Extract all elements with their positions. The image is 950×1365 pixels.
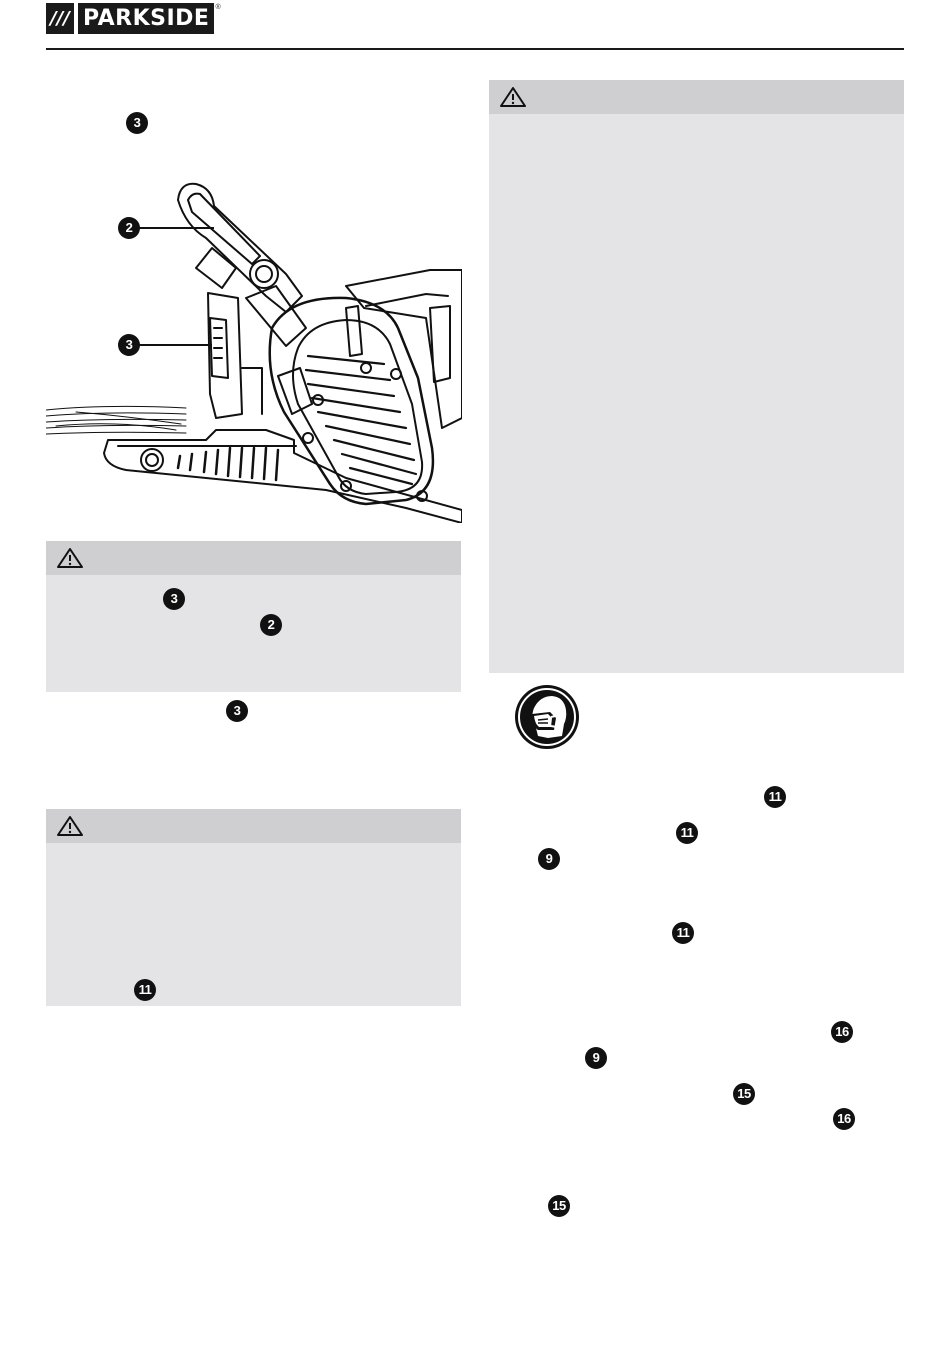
dust-mask-icon (514, 684, 580, 750)
ref-badge: 11 (676, 822, 698, 844)
callout-badge-top: 2 (118, 217, 140, 239)
chainsaw-illustration (46, 178, 462, 523)
chainsaw-figure (46, 178, 462, 523)
brand-slashes: /// (46, 3, 74, 34)
wood-grain (46, 406, 186, 434)
ref-badge: 15 (548, 1195, 570, 1217)
ref-badge: 2 (260, 614, 282, 636)
warning-box-2-header (46, 809, 461, 843)
vent-slots (178, 448, 278, 480)
ref-badge: 11 (134, 979, 156, 1001)
warning-box-1 (46, 541, 461, 692)
callout-badge-bottom: 3 (118, 334, 140, 356)
warning-box-3-header (489, 80, 904, 114)
warning-triangle-icon (56, 547, 84, 569)
ref-badge: 9 (538, 848, 560, 870)
brand-registered-mark: ® (215, 4, 221, 11)
ref-badge: 3 (126, 112, 148, 134)
cover-ribs (306, 356, 416, 484)
ref-badge: 9 (585, 1047, 607, 1069)
ref-badge: 16 (833, 1108, 855, 1130)
ref-badge: 11 (764, 786, 786, 808)
warning-box-2 (46, 809, 461, 1006)
ref-badge: 3 (226, 700, 248, 722)
ref-badge: 11 (672, 922, 694, 944)
brand-name: PARKSIDE (78, 3, 214, 34)
header-rule (46, 48, 904, 50)
ref-badge: 15 (733, 1083, 755, 1105)
ref-badge: 3 (163, 588, 185, 610)
warning-triangle-icon (56, 815, 84, 837)
callout-line-top (138, 227, 214, 229)
warning-box-3 (489, 80, 904, 673)
ref-badge: 16 (831, 1021, 853, 1043)
warning-triangle-icon (499, 86, 527, 108)
brand-logo (46, 3, 221, 34)
warning-box-1-header (46, 541, 461, 575)
callout-line-bottom (138, 344, 212, 346)
